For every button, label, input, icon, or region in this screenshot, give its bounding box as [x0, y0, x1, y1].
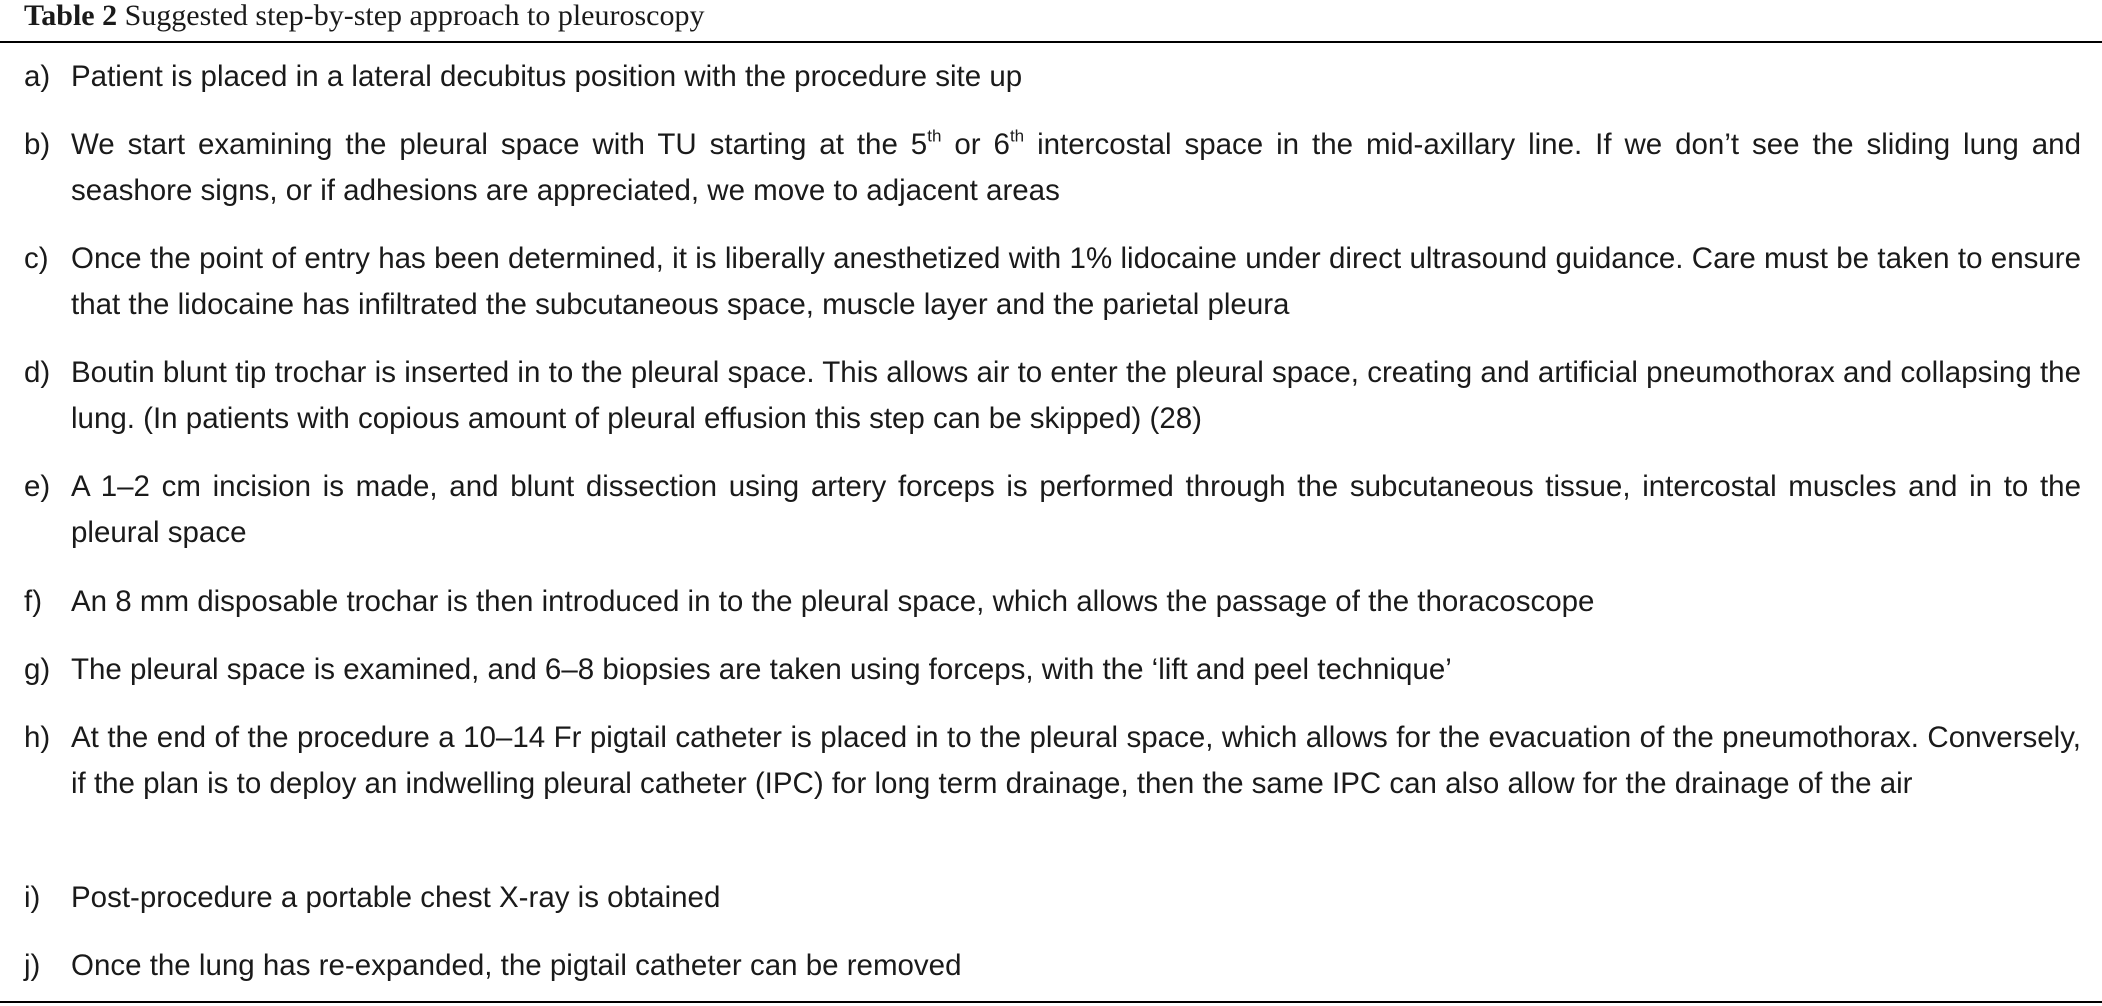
table-label: Table 2: [24, 0, 118, 32]
step-text: The pleural space is examined, and 6–8 biopsies are taken using forceps, with the ‘lift and peel technique’: [71, 653, 1452, 686]
ordinal-suffix: th: [1009, 126, 1025, 146]
step-text-part: or 6: [941, 128, 1010, 161]
step-text: Once the point of entry has been determined, it is liberally anesthetized with 1% lidocaine under direct ultrasound guidance. Care must be taken to ensure that the lidocaine has infiltrated the subcutaneous space, muscle layer and the parietal pleura: [71, 242, 2081, 321]
step-text-part: We start examining the pleural space with TU starting at the 5: [71, 128, 928, 161]
step-text: Patient is placed in a lateral decubitus position with the procedure site up: [71, 60, 1023, 93]
step-text: Post-procedure a portable chest X-ray is obtained: [71, 881, 721, 914]
step-text: At the end of the procedure a 10–14 Fr pigtail catheter is placed in to the pleural space, which allows for the evacuation of the pneumothorax. Conversely, if the plan is to deploy an indwelling pleural catheter (IPC) for long term drainage, then the same IPC can also allow for the drainage of the air: [71, 721, 2081, 800]
step-text: A 1–2 cm incision is made, and blunt dissection using artery forceps is performed through the subcutaneous tissue, intercostal muscles and in to the pleural space: [71, 470, 2081, 549]
step-text: Boutin blunt tip trochar is inserted in to the pleural space. This allows air to enter the pleural space, creating and artificial pneumothorax and collapsing the lung. (In patients with copious amount of pleural effusion this step can be skipped) (28): [71, 356, 2081, 435]
step-text-part: intercostal space in the mid-axillary line. If we don’t see the sliding lung and seashore signs, or if adhesions are appreciated, we move to adjacent areas: [71, 128, 2081, 207]
top-rule: [0, 41, 2102, 43]
ordinal-suffix: th: [927, 126, 942, 146]
step-text: Once the lung has re-expanded, the pigtail catheter can be removed: [71, 949, 962, 982]
table-caption: [24, 0, 704, 40]
step-marker: d): [24, 356, 51, 389]
step-marker: c): [24, 242, 49, 275]
step-text: An 8 mm disposable trochar is then introduced in to the pleural space, which allows the passage of the thoracoscope: [71, 585, 1595, 618]
step-marker: j): [24, 949, 41, 982]
step-marker: b): [24, 128, 51, 161]
bottom-rule: [0, 1001, 2102, 1003]
step-marker: a): [24, 60, 51, 93]
step-marker: h): [24, 721, 51, 754]
step-text: [71, 122, 2081, 213]
step-marker: g): [24, 653, 51, 686]
step-marker: f): [24, 585, 43, 618]
step-marker: e): [24, 470, 51, 503]
table-title: Suggested step-by-step approach to pleuroscopy: [117, 0, 705, 32]
step-marker: i): [24, 881, 41, 914]
